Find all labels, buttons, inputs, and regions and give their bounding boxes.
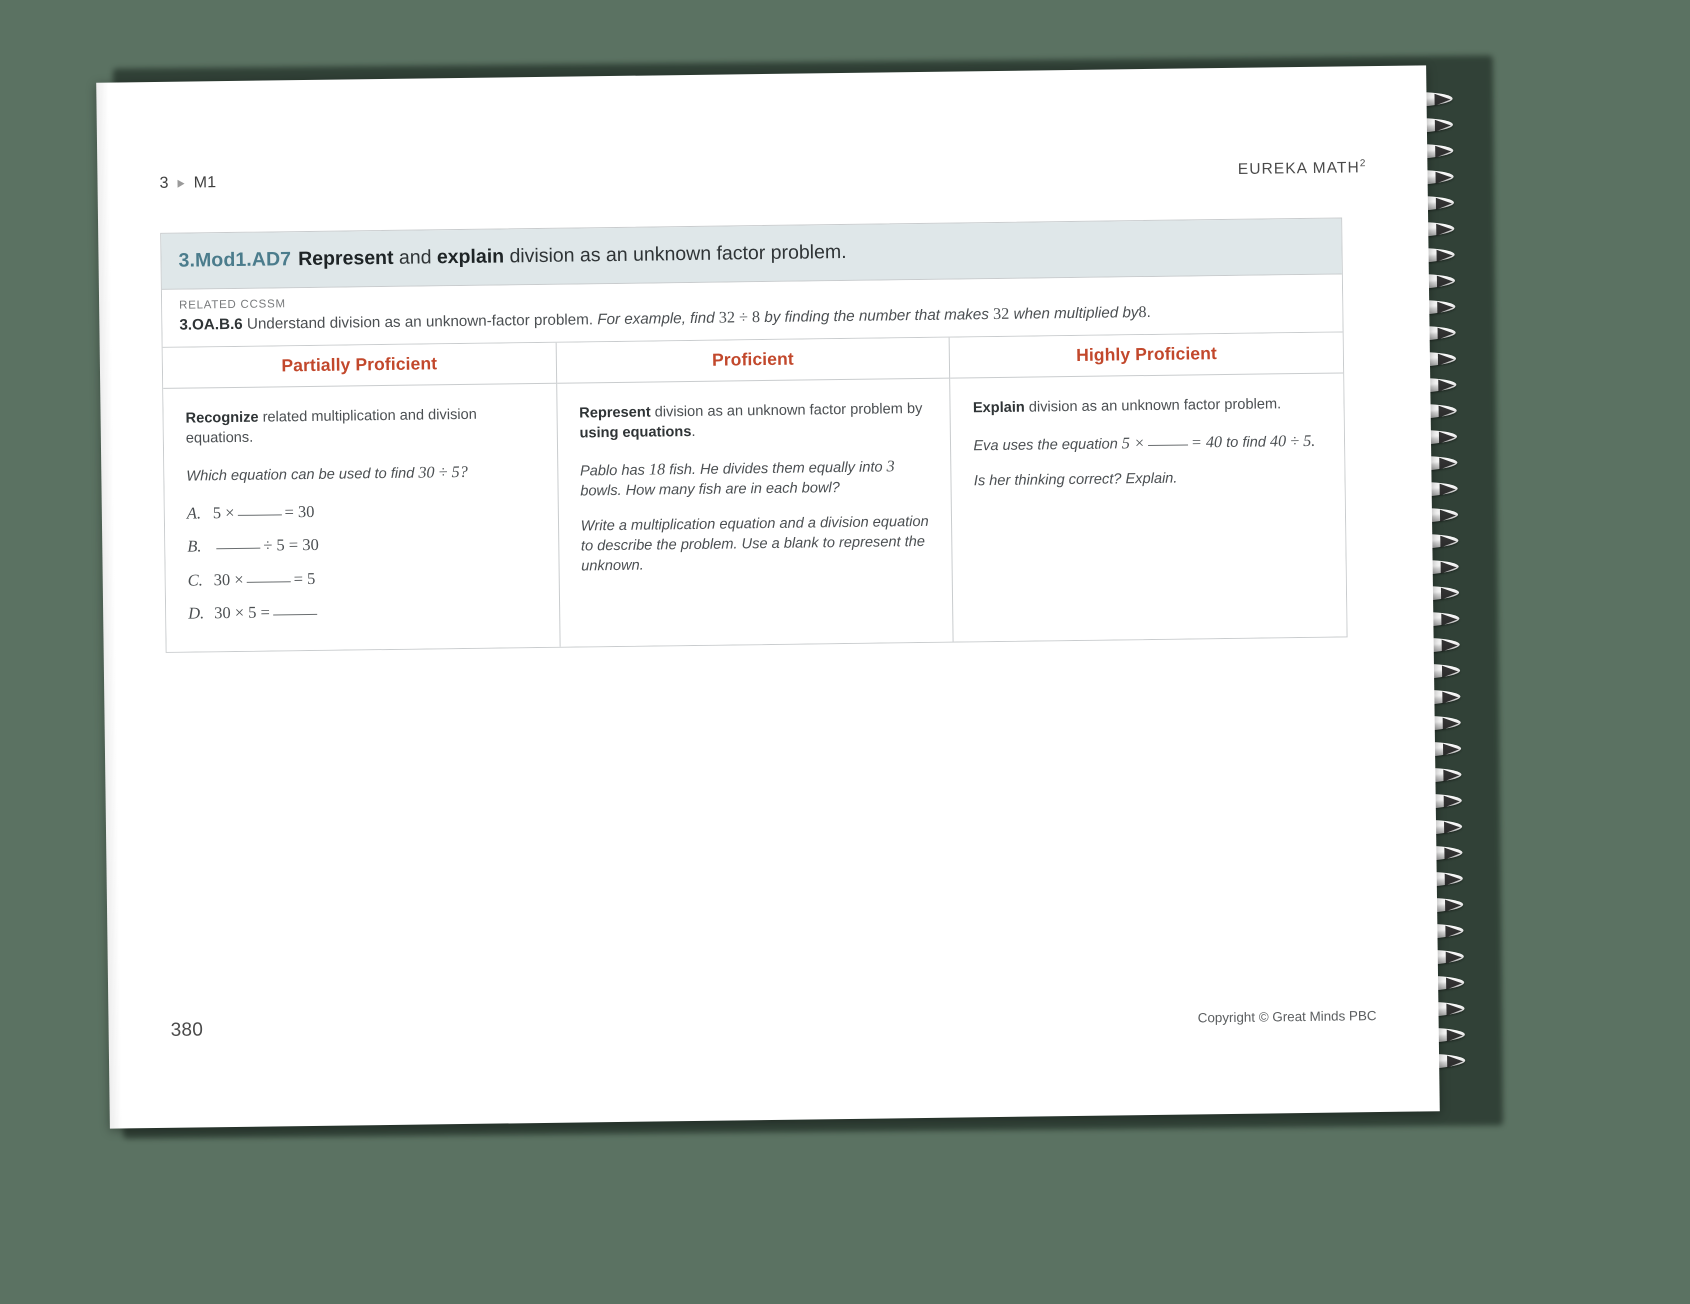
hp-descriptor-rest: division as an unknown factor problem.: [1024, 396, 1282, 417]
column-body-highly-proficient: [951, 374, 1347, 622]
ccssm-example-period: .: [1146, 304, 1151, 322]
choice-c-pre: 30 ×: [213, 569, 244, 590]
spiral-coil-tail: [1444, 795, 1460, 807]
choice-letter-b: B.: [187, 536, 202, 557]
spiral-coil-tail: [1447, 1055, 1463, 1067]
proficiency-table: [163, 333, 1347, 652]
spiral-coil-tail: [1446, 1003, 1462, 1015]
related-ccssm-label: RELATED CCSSM: [179, 298, 286, 313]
proficiency-column-partially-proficient: [163, 343, 561, 651]
page-footer: [170, 1004, 1376, 1042]
spiral-coil-tail: [1438, 353, 1454, 365]
brand-name: EUREKA MATH: [1237, 159, 1360, 178]
spiral-coil-tail: [1438, 379, 1454, 391]
spiral-coil-tail: [1445, 873, 1461, 885]
hp-problem-a: Eva uses the equation: [973, 436, 1118, 455]
spiral-coil-tail: [1442, 665, 1458, 677]
column-body-proficient: [557, 379, 953, 627]
hp-descriptor: [973, 395, 1322, 419]
spiral-coil-tail: [1438, 327, 1454, 339]
p-problem-a: Pablo has: [579, 462, 646, 480]
spiral-coil-tail: [1442, 691, 1458, 703]
spiral-coil-tail: [1436, 171, 1452, 183]
ad-title-verb-1: Represent: [298, 246, 394, 271]
ad-title-rest: division as an unknown factor problem.: [503, 240, 847, 268]
hp-target-expression: 40 ÷ 5: [1269, 432, 1312, 451]
fill-in-blank: [216, 548, 260, 550]
spiral-coil-tail: [1443, 743, 1459, 755]
p-descriptor-verb: Represent: [579, 404, 651, 422]
p-descriptor-mid: division as an unknown factor problem by: [650, 401, 923, 421]
p-task-instruction: Write a multiplication equation and a division equation to describe the problem. Use a blank to represent the unknown.: [580, 513, 929, 574]
p-problem-c: bowls. How many fish are in each bowl?: [580, 480, 840, 500]
spiral-coil-tail: [1446, 951, 1462, 963]
pp-prompt: [186, 460, 535, 487]
spiral-coil-tail: [1435, 145, 1451, 157]
spiral-coil-tail: [1436, 197, 1452, 209]
pp-prompt-expression: 30 ÷ 5?: [418, 463, 468, 482]
spiral-coil-tail: [1446, 977, 1462, 989]
ccssm-example-mid: by finding the number that makes: [764, 306, 990, 327]
pp-descriptor-rest: related multiplication and division equations.: [185, 407, 477, 447]
answer-choice-list: [187, 498, 537, 625]
spiral-coil-tail: [1436, 223, 1452, 235]
pp-prompt-text: Which equation can be used to find: [186, 465, 415, 485]
choice-d-pre: 30 × 5 =: [214, 602, 271, 623]
choice-b-post: ÷ 5 = 30: [263, 535, 319, 556]
ccssm-code: 3.OA.B.6: [179, 316, 243, 335]
ccssm-example-number-3: 8: [1138, 303, 1147, 322]
triangle-right-icon: [178, 180, 185, 188]
spiral-coil-tail: [1447, 1029, 1463, 1041]
brand-superscript: 2: [1359, 158, 1366, 170]
spiral-coil-tail: [1441, 613, 1457, 625]
ad-title-verb-2: explain: [436, 245, 505, 269]
hp-problem-b: to find: [1226, 434, 1267, 452]
spiral-coil-tail: [1441, 587, 1457, 599]
answer-choice-d: [188, 598, 537, 625]
p-descriptor-end: .: [691, 424, 696, 441]
brand-wordmark: [1238, 158, 1366, 179]
ccssm-statement: Understand division as an unknown-factor problem.: [246, 311, 594, 334]
running-head: [159, 158, 1365, 193]
proficiency-column-proficient: [556, 338, 954, 646]
answer-choice-c: [188, 565, 537, 592]
spiral-coil-tail: [1439, 431, 1455, 443]
choice-letter-a: A.: [186, 503, 202, 523]
p-descriptor-verb-2: using equations: [579, 424, 692, 442]
spiral-coil-tail: [1441, 561, 1457, 573]
pp-descriptor: [186, 405, 535, 449]
spiral-coil-tail: [1434, 93, 1450, 105]
copyright-notice: Copyright © Great Minds PBC: [1197, 1008, 1377, 1026]
spiral-coil-tail: [1445, 899, 1461, 911]
achievement-descriptor-block: [160, 217, 1347, 652]
spiral-coil-tail: [1445, 925, 1461, 937]
spiral-coil-tail: [1439, 405, 1455, 417]
ad-title-conjunction: and: [393, 246, 438, 269]
spiral-coil-tail: [1444, 847, 1460, 859]
ccssm-example-expression-1: 32 ÷ 8: [718, 308, 761, 327]
ccssm-example-number-2: 32: [992, 305, 1010, 324]
choice-c-post: = 5: [293, 568, 316, 589]
p-word-problem: [580, 455, 929, 502]
fill-in-blank: [247, 581, 291, 583]
choice-a-post: = 30: [284, 501, 315, 522]
spiral-coil-tail: [1440, 535, 1456, 547]
proficiency-column-highly-proficient: [950, 333, 1347, 641]
running-head-left: [159, 174, 216, 193]
answer-choice-b: [187, 531, 536, 558]
answer-choice-a: [187, 498, 536, 525]
page-number: 380: [170, 1019, 204, 1041]
spiral-coil-tail: [1443, 717, 1459, 729]
choice-a-pre: 5 ×: [212, 502, 235, 523]
module-label: M1: [193, 174, 217, 192]
spiral-coil-tail: [1440, 483, 1456, 495]
fill-in-blank: [238, 514, 282, 516]
column-header-highly-proficient: Highly Proficient: [950, 333, 1343, 379]
hp-word-problem: [973, 430, 1322, 457]
spiral-coil-tail: [1439, 457, 1455, 469]
fill-in-blank: [273, 614, 317, 616]
ccssm-example-tail: when multiplied by: [1013, 304, 1139, 324]
spiral-coil-tail: [1437, 301, 1453, 313]
column-header-proficient: Proficient: [556, 338, 949, 384]
spiral-coil-tail: [1437, 249, 1453, 261]
spiral-coil-tail: [1435, 119, 1451, 131]
spiral-coil-tail: [1440, 509, 1456, 521]
fill-in-blank: [1148, 445, 1188, 447]
workbook-page: [96, 65, 1440, 1128]
hp-equation-rhs: = 40: [1190, 433, 1223, 452]
p-descriptor: [579, 400, 928, 444]
ccssm-example-lead: For example, find: [597, 310, 715, 329]
hp-descriptor-verb: Explain: [972, 400, 1025, 417]
column-body-partially-proficient: [163, 384, 559, 651]
p-problem-b: fish. He divides them equally into: [669, 459, 883, 479]
pp-descriptor-verb: Recognize: [185, 410, 259, 428]
choice-letter-d: D.: [188, 603, 205, 623]
column-header-partially-proficient: Partially Proficient: [163, 343, 556, 389]
grade-label: 3: [159, 174, 169, 193]
hp-equation-lhs: 5 ×: [1121, 434, 1146, 453]
p-problem-number-1: 18: [648, 460, 666, 479]
hp-problem-period: .: [1311, 432, 1316, 451]
spiral-coil-tail: [1443, 769, 1459, 781]
spiral-coil-tail: [1444, 821, 1460, 833]
spiral-coil-tail: [1442, 639, 1458, 651]
choice-letter-c: C.: [187, 570, 203, 590]
achievement-descriptor-code: 3.Mod1.AD7: [178, 248, 292, 272]
spiral-coil-tail: [1437, 275, 1453, 287]
p-problem-number-2: 3: [886, 457, 895, 476]
hp-task-instruction: Is her thinking correct? Explain.: [973, 470, 1178, 490]
